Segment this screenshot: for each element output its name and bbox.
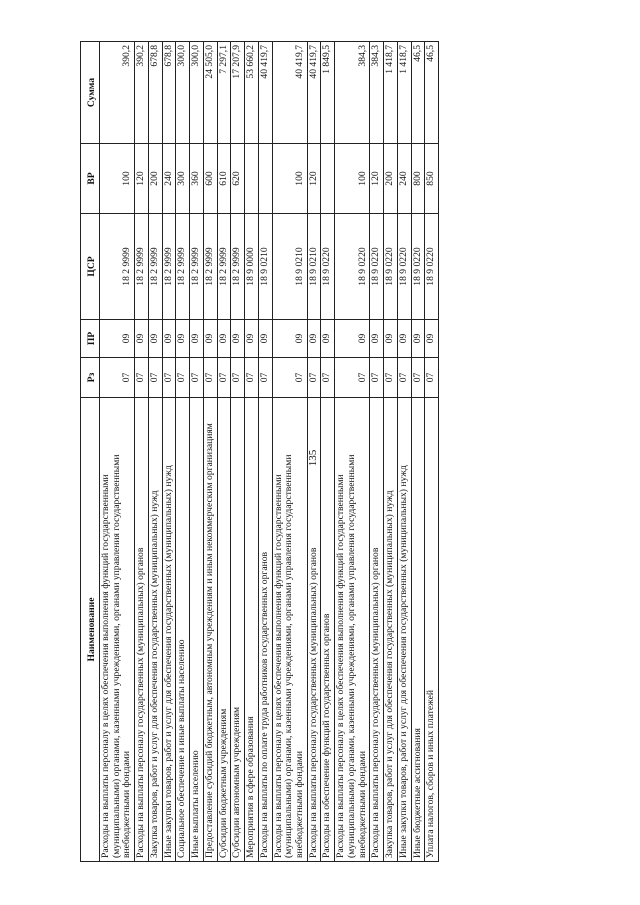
table-row (272, 42, 307, 862)
cell-name: Расходы на выплаты персоналу государственных (муниципальных) органов (307, 398, 321, 862)
cell-name: Социальное обеспечение и иные выплаты населению (176, 398, 190, 862)
cell-pr: 09 (162, 320, 176, 358)
cell-pr: 09 (148, 320, 162, 358)
table-row (307, 42, 321, 862)
page-number: 135 (307, 449, 319, 467)
cell-rz: 07 (272, 358, 307, 398)
cell-sum: 40 419,7 (258, 42, 272, 144)
cell-vr: 200 (148, 144, 162, 214)
cell-pr: 09 (335, 320, 370, 358)
cell-csr: 18 2 9999 (176, 214, 190, 320)
cell-name: Расходы на выплаты персоналу государственных (муниципальных) органов (135, 398, 149, 862)
cell-name: Субсидии бюджетным учреждениям (217, 398, 231, 862)
cell-sum: 390,2 (135, 42, 149, 144)
cell-vr: 360 (190, 144, 204, 214)
cell-vr (258, 144, 272, 214)
cell-vr (245, 144, 259, 214)
cell-sum: 1 418,7 (384, 42, 398, 144)
cell-pr: 09 (411, 320, 425, 358)
cell-pr: 09 (370, 320, 384, 358)
cell-rz: 07 (135, 358, 149, 398)
cell-name: Расходы на выплаты по оплате труда работников государственных органов (258, 398, 272, 862)
cell-csr: 18 9 0220 (411, 214, 425, 320)
rotated-table-wrapper (80, 42, 560, 862)
cell-vr: 100 (335, 144, 370, 214)
cell-csr: 18 2 9999 (203, 214, 217, 320)
col-header-sum: Сумма (81, 42, 100, 144)
cell-vr: 120 (307, 144, 321, 214)
col-header-rz: Рз (81, 358, 100, 398)
cell-sum: 384,3 (370, 42, 384, 144)
cell-pr: 09 (258, 320, 272, 358)
cell-name: Расходы на выплаты персоналу в целях обеспечения выполнения функций государственными (муниципальными) органами, казенными учреждениями, органами управления государственными внебюджетными фондами (335, 398, 370, 862)
cell-rz: 07 (411, 358, 425, 398)
cell-name: Мероприятия в сфере образования (245, 398, 259, 862)
table-row (100, 42, 135, 862)
cell-vr: 240 (397, 144, 411, 214)
cell-csr: 18 9 0000 (245, 214, 259, 320)
cell-csr: 18 9 0220 (321, 214, 335, 320)
cell-csr: 18 2 9999 (231, 214, 245, 320)
table-row (425, 42, 439, 862)
cell-csr: 18 2 9999 (135, 214, 149, 320)
table-row (370, 42, 384, 862)
cell-vr: 800 (411, 144, 425, 214)
cell-vr: 100 (272, 144, 307, 214)
cell-sum: 46,5 (411, 42, 425, 144)
budget-table (80, 41, 439, 862)
cell-vr: 120 (370, 144, 384, 214)
cell-csr: 18 9 0210 (307, 214, 321, 320)
cell-rz: 07 (162, 358, 176, 398)
table-row (335, 42, 370, 862)
cell-rz: 07 (231, 358, 245, 398)
cell-rz: 07 (176, 358, 190, 398)
table-row (384, 42, 398, 862)
cell-sum: 300,0 (176, 42, 190, 144)
cell-name: Расходы на выплаты персоналу государственных (муниципальных) органов (370, 398, 384, 862)
cell-pr: 09 (231, 320, 245, 358)
cell-sum: 40 419,7 (272, 42, 307, 144)
cell-rz: 07 (258, 358, 272, 398)
table-row (217, 42, 231, 862)
cell-pr: 09 (135, 320, 149, 358)
cell-csr: 18 9 0220 (397, 214, 411, 320)
cell-csr: 18 2 9999 (217, 214, 231, 320)
cell-pr: 09 (100, 320, 135, 358)
cell-sum: 7 297,1 (217, 42, 231, 144)
cell-name: Расходы на выплаты персоналу в целях обеспечения выполнения функций государственными (муниципальными) органами, казенными учреждениями, органами управления государственными внебюджетными фондами (100, 398, 135, 862)
table-row (162, 42, 176, 862)
cell-csr: 18 9 0210 (258, 214, 272, 320)
cell-csr: 18 2 9999 (100, 214, 135, 320)
col-header-csr: ЦСР (81, 214, 100, 320)
cell-rz: 07 (397, 358, 411, 398)
cell-name: Предоставление субсидий бюджетным, автономным учреждениям и иным некоммерческим организациям (203, 398, 217, 862)
cell-name: Иные бюджетные ассигнования (411, 398, 425, 862)
cell-rz: 07 (425, 358, 439, 398)
cell-pr: 09 (190, 320, 204, 358)
cell-csr: 18 9 0220 (335, 214, 370, 320)
cell-rz: 07 (148, 358, 162, 398)
cell-vr: 120 (135, 144, 149, 214)
cell-name: Расходы на обеспечение функций государственных органов (321, 398, 335, 862)
cell-rz: 07 (190, 358, 204, 398)
cell-csr: 18 9 0220 (425, 214, 439, 320)
cell-csr: 18 2 9999 (162, 214, 176, 320)
cell-vr (321, 144, 335, 214)
cell-name: Иные закупки товаров, работ и услуг для обеспечения государственных (муниципальных) нужд (162, 398, 176, 862)
cell-rz: 07 (100, 358, 135, 398)
table-row (411, 42, 425, 862)
cell-sum: 390,2 (100, 42, 135, 144)
cell-vr: 600 (203, 144, 217, 214)
cell-pr: 09 (176, 320, 190, 358)
cell-rz: 07 (370, 358, 384, 398)
table-body (100, 42, 439, 862)
cell-csr: 18 2 9999 (190, 214, 204, 320)
cell-rz: 07 (384, 358, 398, 398)
cell-rz: 07 (245, 358, 259, 398)
cell-csr: 18 9 0220 (370, 214, 384, 320)
cell-pr: 09 (425, 320, 439, 358)
col-header-vr: ВР (81, 144, 100, 214)
cell-sum: 40 419,7 (307, 42, 321, 144)
cell-vr: 200 (384, 144, 398, 214)
table-row (148, 42, 162, 862)
cell-vr: 620 (231, 144, 245, 214)
cell-pr: 09 (272, 320, 307, 358)
table-row (397, 42, 411, 862)
cell-rz: 07 (321, 358, 335, 398)
cell-sum: 1 418,7 (397, 42, 411, 144)
cell-vr: 850 (425, 144, 439, 214)
table-row (176, 42, 190, 862)
cell-pr: 09 (321, 320, 335, 358)
table-header-row (81, 42, 100, 862)
cell-name: Иные выплаты населению (190, 398, 204, 862)
cell-vr: 100 (100, 144, 135, 214)
cell-sum: 678,8 (148, 42, 162, 144)
cell-rz: 07 (307, 358, 321, 398)
table-row (231, 42, 245, 862)
cell-pr: 09 (397, 320, 411, 358)
cell-sum: 17 207,9 (231, 42, 245, 144)
cell-name: Закупка товаров, работ и услуг для обеспечения государственных (муниципальных) нужд (148, 398, 162, 862)
cell-csr: 18 2 9999 (148, 214, 162, 320)
table-row (203, 42, 217, 862)
cell-pr: 09 (245, 320, 259, 358)
cell-name: Расходы на выплаты персоналу в целях обеспечения выполнения функций государственными (муниципальными) органами, казенными учреждениями, органами управления государственными внебюджетными фондами (272, 398, 307, 862)
cell-rz: 07 (217, 358, 231, 398)
table-row (245, 42, 259, 862)
col-header-pr: ПР (81, 320, 100, 358)
cell-sum: 678,8 (162, 42, 176, 144)
cell-name: Иные закупки товаров, работ и услуг для обеспечения государственных (муниципальных) нужд (397, 398, 411, 862)
cell-sum: 46,5 (425, 42, 439, 144)
cell-pr: 09 (203, 320, 217, 358)
cell-sum: 384,3 (335, 42, 370, 144)
cell-sum: 53 660,2 (245, 42, 259, 144)
cell-sum: 24 505,0 (203, 42, 217, 144)
cell-csr: 18 9 0220 (384, 214, 398, 320)
cell-csr: 18 9 0210 (272, 214, 307, 320)
cell-vr: 300 (176, 144, 190, 214)
cell-name: Субсидии автономным учреждениям (231, 398, 245, 862)
table-row (258, 42, 272, 862)
cell-name: Уплата налогов, сборов и иных платежей (425, 398, 439, 862)
cell-sum: 1 849,5 (321, 42, 335, 144)
cell-vr: 610 (217, 144, 231, 214)
table-row (321, 42, 335, 862)
col-header-name: Наименование (81, 398, 100, 862)
cell-pr: 09 (384, 320, 398, 358)
cell-pr: 09 (217, 320, 231, 358)
cell-rz: 07 (335, 358, 370, 398)
cell-rz: 07 (203, 358, 217, 398)
cell-pr: 09 (307, 320, 321, 358)
table-row (190, 42, 204, 862)
cell-sum: 300,0 (190, 42, 204, 144)
cell-name: Закупка товаров, работ и услуг для обеспечения государственных (муниципальных) нужд (384, 398, 398, 862)
table-row (135, 42, 149, 862)
cell-vr: 240 (162, 144, 176, 214)
